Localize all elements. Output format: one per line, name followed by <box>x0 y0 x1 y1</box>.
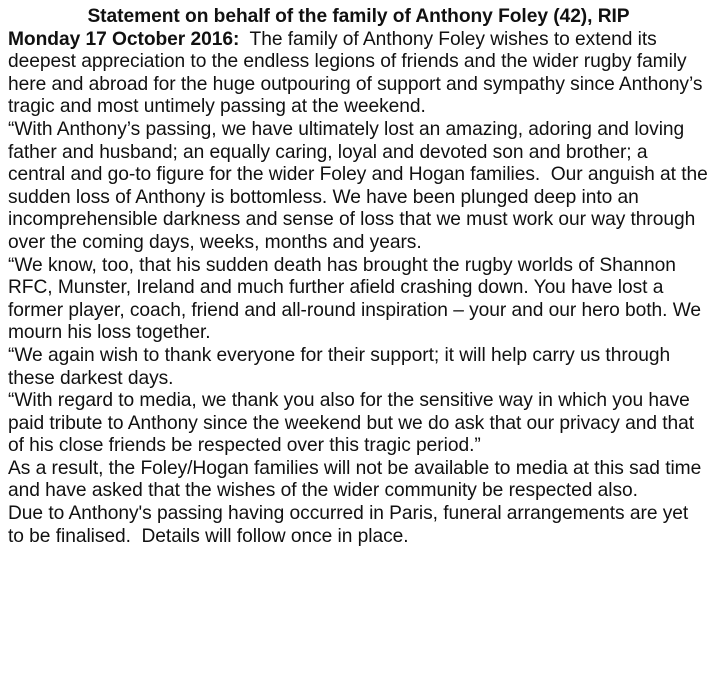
statement-title: Statement on behalf of the family of Anthony Foley (42), RIP <box>87 6 630 27</box>
media-availability-paragraph: As a result, the Foley/Hogan families will not be available to media at this sad time and have asked that the wishes of the wider community be respected also. <box>8 457 702 502</box>
quote-paragraph-thanks: “We again wish to thank everyone for their support; it will help carry us through these darkest days. <box>8 344 671 389</box>
intro-text: The family of Anthony Foley wishes to extend its deepest appreciation to the endless legions of friends and the wider rugby family here and abroad for the huge outpouring of support and sympathy since Anthony’s tragic and most untimely passing at the weekend. <box>8 28 708 118</box>
quote-paragraph-rugby-worlds: “We know, too, that his sudden death has brought the rugby worlds of Shannon RFC, Munster, Ireland and much further afield crashing down. You have lost a former player, coach, friend and all-round inspiration – your and our hero both. We mourn his loss together. <box>8 254 702 344</box>
statement-date: Monday 17 October 2016: <box>8 28 240 50</box>
funeral-arrangements-paragraph: Due to Anthony's passing having occurred in Paris, funeral arrangements are yet to be finalised. Details will follow once in place. <box>8 503 694 547</box>
quote-paragraph-media: “With regard to media, we thank you also for the sensitive way in which you have paid tribute to Anthony since the weekend but we do ask that our privacy and that of his close friends be respected over this tragic period.” <box>8 390 695 457</box>
intro-paragraph <box>8 29 709 119</box>
quote-paragraph-loss: “With Anthony’s passing, we have ultimately lost an amazing, adoring and loving father and husband; an equally caring, loyal and devoted son and brother; a central and go-to figure for the wider Foley and Hogan families. Our anguish at the sudden loss of Anthony is bottomless. We have been plunged deep into an incomprehensible darkness and sense of loss that we must work our way through over the coming days, weeks, months and years. <box>8 118 714 253</box>
